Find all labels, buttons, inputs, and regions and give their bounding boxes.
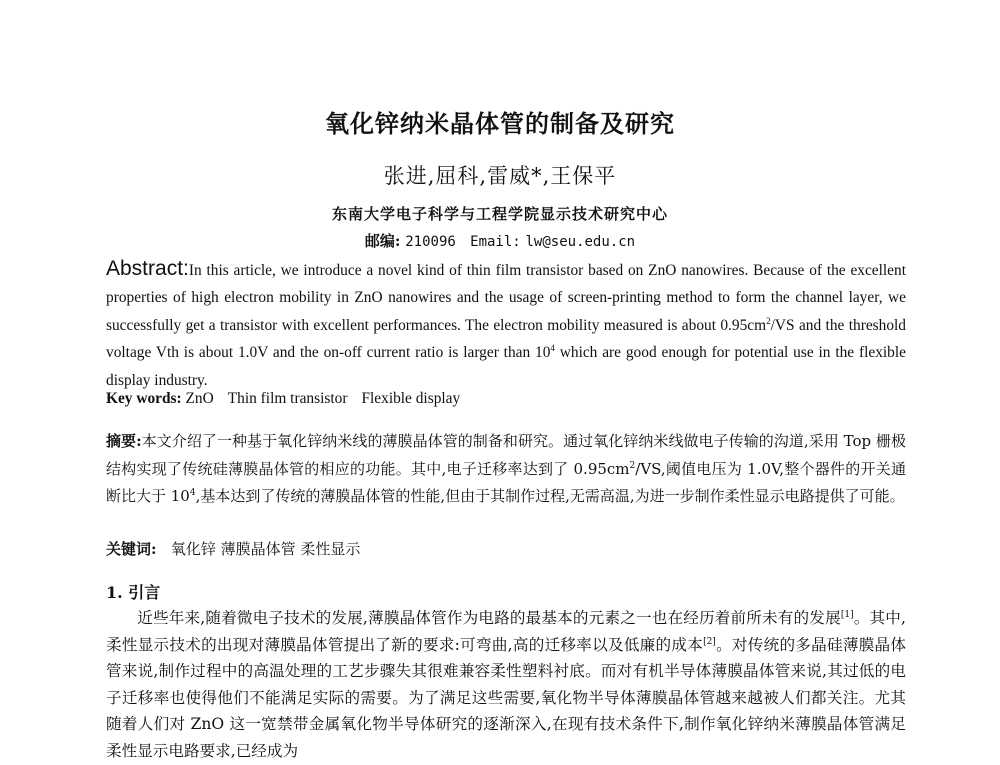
keywords-english	[106, 390, 906, 408]
keyword-1: ZnO	[185, 390, 214, 407]
abstract-label: Abstract:	[106, 257, 189, 280]
section-heading: 1. 引言	[106, 583, 161, 602]
citation-1: [1]	[840, 609, 854, 620]
abstract-cn-sup-2: 2	[629, 460, 636, 471]
abstract-text-3: which are good enough for potential use in the flexible display industry.	[106, 344, 906, 389]
postal-code: 210096	[405, 234, 456, 250]
abstract-cn-sup-4: 4	[189, 488, 196, 499]
abstract-cn-text-2: /VS,阈值电压为 1.0V,整个器件的开关通断比大于 10	[106, 459, 906, 506]
keyword-2: Thin film transistor	[227, 390, 348, 407]
abstract-sup-2: 2	[766, 315, 771, 326]
paper-title: 氧化锌纳米晶体管的制备及研究	[325, 110, 675, 138]
postal-label: 邮编:	[364, 232, 401, 250]
abstract-text-2: /VS and the threshold voltage Vth is about 1.0V and the on-off current ratio is larger than 10	[106, 316, 906, 362]
abstract-cn-text-1: 本文介绍了一种基于氧化锌纳米线的薄膜晶体管的制备和研究。通过氧化锌纳米线做电子传输的沟道,采用 Top 栅极结构实现了传统硅薄膜晶体管的相应的功能。其中,电子迁移率达到了 0.95cm	[106, 432, 906, 478]
keywords-chinese	[106, 538, 906, 559]
author-affiliation: 东南大学电子科学与工程学院显示技术研究中心	[331, 205, 668, 223]
abstract-text-1: In this article, we introduce a novel kind of thin film transistor based on ZnO nanowires. Because of the excellent properties of high electron mobility in ZnO nanowires and the usage of screen-printing method to form the channel layer, we successfully get a transistor with excellent performances. The electron mobility measured is about 0.95cm	[106, 262, 906, 334]
keywords-label: Key words:	[106, 390, 182, 407]
intro-text-2: 。其中,柔性显示技术的出现对薄膜晶体管提出了新的要求:可弯曲,高的迁移率以及低廉的成本	[106, 609, 906, 654]
contact-line	[0, 230, 1000, 251]
intro-text-3: 。对传统的多晶硅薄膜晶体管来说,制作过程中的高温处理的工艺步骤失其很难兼容柔性塑料衬底。而对有机半导体薄膜晶体管来说,其过低的电子迁移率也使得他们不能满足实际的需要。为了满足这些需要,氧化物半导体薄膜晶体管越来越被人们都关注。尤其随着人们对 ZnO 这一宽禁带金属氧化物半导体研究的逐渐深入,在现有技术条件下,制作氧化锌纳米薄膜晶体管满足柔性显示电路要求,已经成为	[106, 635, 906, 760]
abstract-cn-label: 摘要:	[106, 432, 142, 450]
intro-paragraph	[106, 605, 906, 765]
abstract-chinese	[106, 428, 906, 511]
keywords-cn-text: 氧化锌 薄膜晶体管 柔性显示	[170, 540, 361, 558]
paper-authors: 张进,屈科,雷威*,王保平	[383, 164, 617, 188]
abstract-sup-4: 4	[550, 343, 555, 354]
email-label: Email:	[470, 234, 521, 250]
abstract-english	[106, 255, 906, 394]
keywords-cn-label: 关键词:	[106, 540, 157, 558]
abstract-cn-text-3: ,基本达到了传统的薄膜晶体管的性能,但由于其制作过程,无需高温,为进一步制作柔性显示电路提供了可能。	[195, 487, 905, 506]
email-address: lw@seu.edu.cn	[525, 234, 636, 250]
citation-2: [2]	[703, 636, 716, 647]
intro-text-1: 近些年来,随着微电子技术的发展,薄膜晶体管作为电路的最基本的元素之一也在经历着前所未有的发展	[137, 609, 841, 627]
keyword-3: Flexible display	[361, 390, 461, 407]
